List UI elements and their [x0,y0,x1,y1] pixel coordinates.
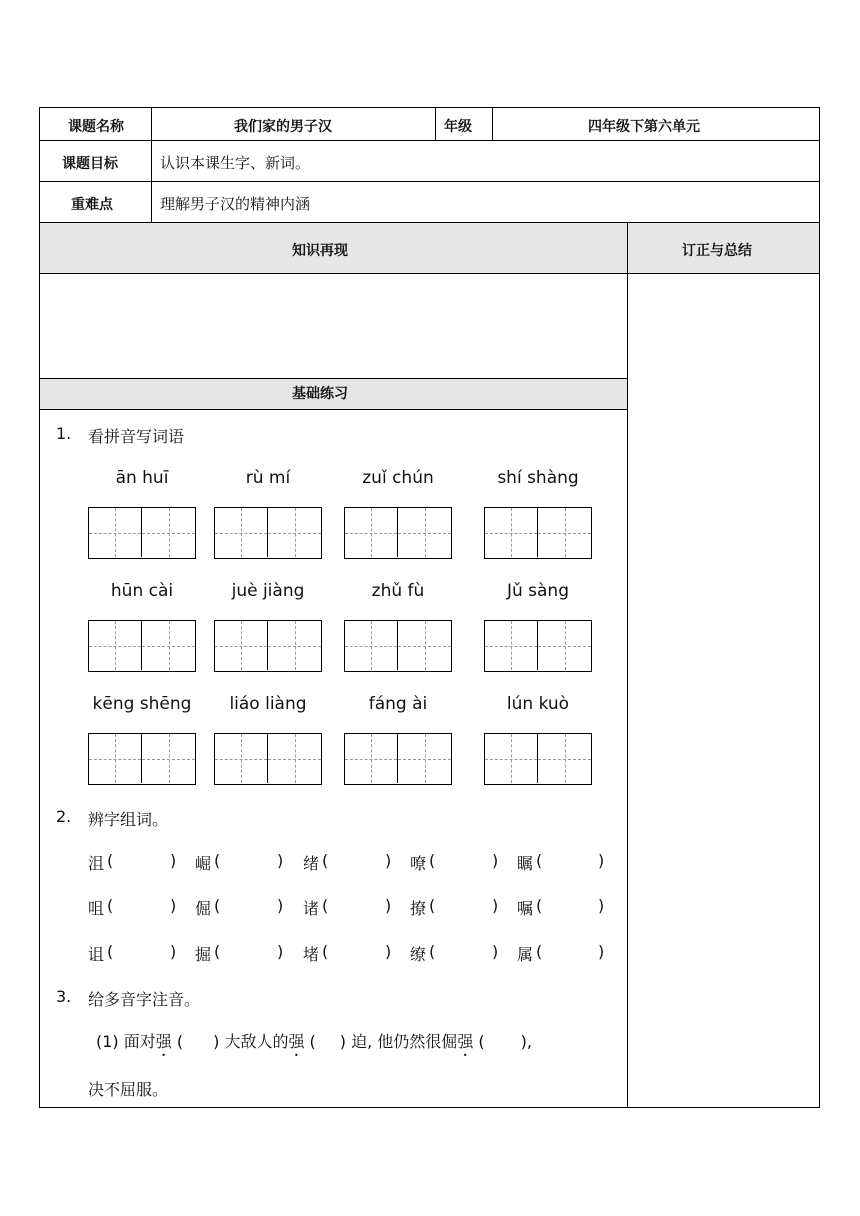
q3-text-7: ), [520,1032,532,1051]
basic-practice-header: 基础练习 [292,386,348,402]
q2-close-paren: ) [598,942,605,961]
q2-open-paren: ( [536,942,543,961]
topic-label: 课题名称 [68,119,124,135]
pinyin-2-4: Jǔ sàng [506,581,570,601]
q2-open-paren: ( [107,896,114,915]
q3-char-1: 强 [155,1032,172,1051]
q3-title: 给多音字注音。 [88,990,201,1009]
pinyin-2-3: zhǔ fù [371,581,425,601]
q2-char: 属 [517,945,534,964]
q1-title: 看拼音写词语 [88,427,185,446]
writing-grid[interactable] [344,733,452,785]
q2-open-paren: ( [429,942,436,961]
pinyin-1-1: ān huī [115,468,169,488]
writing-grid[interactable] [88,733,196,785]
writing-grid[interactable] [214,620,322,672]
q2-char: 崛 [195,854,212,873]
q2-open-paren: ( [536,851,543,870]
pinyin-1-4: shí shàng [497,468,579,488]
q3-sentence [96,1029,532,1060]
q2-open-paren: ( [214,851,221,870]
pinyin-1-2: rù mí [245,468,291,488]
q2-char: 嘹 [410,854,427,873]
pinyin-2-1: hūn cài [110,581,174,601]
q2-close-paren: ) [277,942,284,961]
q2-title: 辨字组词。 [88,810,169,829]
q2-close-paren: ) [492,942,499,961]
q2-char: 堵 [303,945,320,964]
q2-number: 2. [56,807,72,826]
pinyin-3-3: fáng ài [368,694,428,714]
q1-number: 1. [56,424,72,443]
q2-char: 瞩 [517,854,534,873]
grade-label: 年级 [444,119,472,135]
q3-text-5: ) 迫, 他仍然很倔 [339,1032,458,1051]
writing-grid[interactable] [484,507,592,559]
key-value: 理解男子汉的精神内涵 [160,195,311,213]
q2-char: 诸 [303,899,320,918]
q2-char: 诅 [88,945,105,964]
q2-char: 掘 [195,945,212,964]
q2-close-paren: ) [385,942,392,961]
grade-value: 四年级下第六单元 [588,119,700,135]
q2-open-paren: ( [214,896,221,915]
q2-close-paren: ) [277,851,284,870]
q3-char-2: 强 [288,1032,305,1051]
pinyin-3-2: liáo liàng [229,694,307,714]
key-label: 重难点 [71,197,113,213]
q2-close-paren: ) [170,942,177,961]
knowledge-header: 知识再现 [292,243,348,259]
writing-grid[interactable] [88,620,196,672]
q2-char: 咀 [88,899,105,918]
q2-open-paren: ( [322,942,329,961]
writing-grid[interactable] [484,620,592,672]
q2-close-paren: ) [170,896,177,915]
q2-close-paren: ) [385,896,392,915]
writing-grid[interactable] [344,620,452,672]
q2-close-paren: ) [492,851,499,870]
q3-text-3: ) 大敌人的 [213,1032,289,1051]
goal-value: 认识本课生字、新词。 [160,154,311,172]
pinyin-3-4: lún kuò [506,694,570,714]
pinyin-3-1: kēng shēng [92,694,192,714]
q2-open-paren: ( [429,896,436,915]
q3-line-2: 决不屈服。 [88,1080,169,1099]
q2-char: 缭 [410,945,427,964]
q2-open-paren: ( [536,896,543,915]
writing-grid[interactable] [484,733,592,785]
pinyin-1-3: zuǐ chún [362,468,434,488]
q3-text-6: ( [473,1032,485,1051]
q2-close-paren: ) [598,896,605,915]
q2-open-paren: ( [107,851,114,870]
q2-open-paren: ( [214,942,221,961]
goal-label: 课题目标 [62,156,118,172]
writing-grid[interactable] [214,733,322,785]
q2-char: 撩 [410,899,427,918]
q2-open-paren: ( [429,851,436,870]
q2-close-paren: ) [277,896,284,915]
q3-char-3: 强 [457,1032,474,1051]
pinyin-2-2: juè jiàng [231,581,305,601]
correction-header: 订正与总结 [682,243,752,259]
q2-close-paren: ) [170,851,177,870]
q2-char: 倔 [195,899,212,918]
writing-grid[interactable] [88,507,196,559]
q2-char: 嘱 [517,899,534,918]
q3-text-4: ( [304,1032,316,1051]
q2-char: 绪 [303,854,320,873]
q2-open-paren: ( [107,942,114,961]
q2-close-paren: ) [492,896,499,915]
writing-grid[interactable] [344,507,452,559]
q2-char: 沮 [88,854,105,873]
writing-grid[interactable] [214,507,322,559]
q3-number: 3. [56,987,72,1006]
q2-open-paren: ( [322,896,329,915]
q3-text-1: (1) 面对 [96,1032,156,1051]
q2-open-paren: ( [322,851,329,870]
q3-text-2: ( [171,1032,184,1051]
q2-close-paren: ) [385,851,392,870]
topic-value: 我们家的男子汉 [234,119,332,135]
q2-close-paren: ) [598,851,605,870]
